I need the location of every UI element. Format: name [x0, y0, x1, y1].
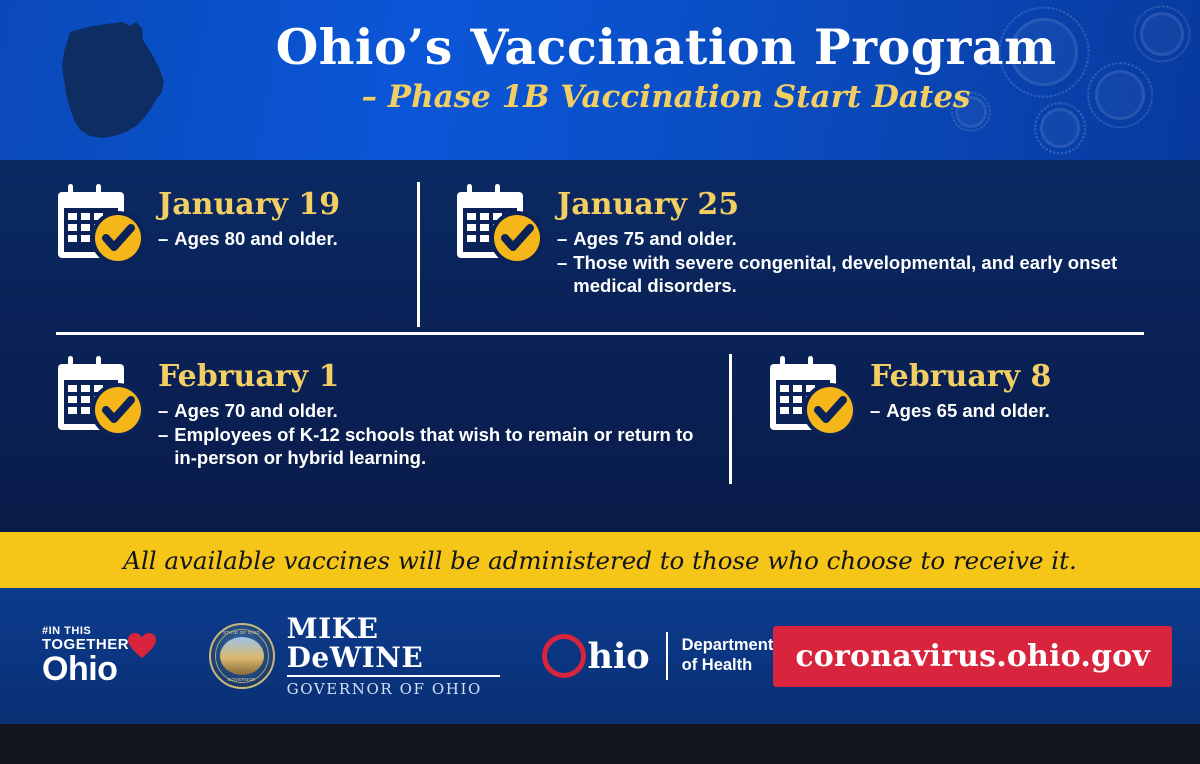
footer	[0, 588, 1200, 724]
schedule-section	[0, 160, 1200, 532]
in-this-together-ohio-logo	[28, 626, 171, 687]
page-subtitle: – Phase 1B Vaccination Start Dates	[361, 79, 971, 116]
divider-horizontal	[56, 332, 1144, 335]
in-this-together-word: TOGETHER	[42, 635, 130, 653]
department-line-1: Department	[681, 636, 774, 655]
schedule-bullet	[557, 227, 1145, 250]
ohio-o-ring-icon	[542, 634, 586, 678]
bullet-text: Employees of K-12 schools that wish to remain or return to in-person or hybrid learning.	[174, 424, 694, 469]
schedule-item-text	[158, 354, 706, 470]
schedule-date: January 25	[557, 187, 740, 222]
governor-name-block	[286, 611, 500, 699]
bullet-dash: –	[557, 228, 568, 249]
in-this-together-ohio-word: Ohio	[42, 650, 118, 689]
bullet-text: Ages 70 and older.	[174, 400, 338, 421]
bullet-text: Ages 75 and older.	[573, 228, 737, 249]
header-text-block	[180, 18, 1180, 116]
seal-top-text: STATE OF OHIO	[223, 630, 261, 635]
schedule-item	[56, 182, 406, 268]
schedule-item-text	[557, 182, 1145, 298]
calendar-check-icon	[768, 354, 864, 440]
ohio-department-of-health-logo	[542, 632, 774, 680]
bottom-strip	[0, 724, 1200, 764]
bullet-dash: –	[870, 400, 881, 421]
schedule-bullet	[870, 399, 1051, 422]
bullet-dash: –	[158, 400, 169, 421]
schedule-bullet	[158, 399, 706, 422]
bullet-text: Ages 65 and older.	[886, 400, 1050, 421]
bullet-dash: –	[158, 424, 169, 446]
header	[0, 0, 1200, 160]
schedule-bullet	[158, 227, 340, 250]
calendar-check-icon	[56, 182, 152, 268]
ohio-wordmark-text: hio	[587, 635, 650, 677]
notice-banner	[0, 532, 1200, 588]
calendar-check-icon	[455, 182, 551, 268]
notice-banner-text: All available vaccines will be administered to those who choose to receive it.	[123, 545, 1077, 575]
schedule-date: February 1	[158, 359, 340, 394]
department-label	[682, 636, 774, 676]
schedule-bullet	[158, 423, 706, 469]
heart-icon	[127, 632, 157, 665]
governor-dewine-logo	[209, 611, 500, 699]
bullet-text: Ages 80 and older.	[174, 228, 338, 249]
schedule-grid	[0, 160, 1200, 532]
schedule-item-text	[870, 354, 1051, 423]
seal-bottom-text: GOVERNOR	[227, 677, 256, 682]
in-this-together-hash: #IN THIS	[42, 624, 92, 637]
schedule-bullet	[557, 251, 1145, 297]
website-url-button[interactable]	[773, 626, 1172, 687]
bullet-text: Those with severe congenital, developmental, and early onset medical disorders.	[573, 252, 1118, 297]
divider-vertical-top	[417, 182, 420, 327]
logo-separator	[666, 632, 668, 680]
department-line-2: of Health	[681, 656, 753, 674]
bullet-dash: –	[557, 252, 568, 274]
schedule-item	[455, 182, 1145, 298]
schedule-date: January 19	[158, 187, 341, 222]
governor-rule	[287, 675, 500, 677]
schedule-item	[768, 354, 1148, 440]
page-title: Ohio’s Vaccination Program	[275, 18, 1057, 76]
schedule-item	[56, 354, 706, 470]
calendar-check-icon	[56, 354, 152, 440]
bullet-dash: –	[158, 228, 169, 249]
governor-role: GOVERNOR OF OHIO	[286, 680, 482, 699]
state-of-ohio-seal-icon	[209, 623, 275, 689]
divider-vertical-bottom	[729, 354, 732, 484]
schedule-item-text	[158, 182, 340, 251]
ohio-wordmark	[542, 634, 650, 678]
ohio-state-outline-icon	[44, 18, 176, 144]
schedule-date: February 8	[870, 359, 1052, 394]
website-url-text: coronavirus.ohio.gov	[795, 638, 1150, 674]
governor-name: MIKE DeWINE	[286, 611, 424, 674]
